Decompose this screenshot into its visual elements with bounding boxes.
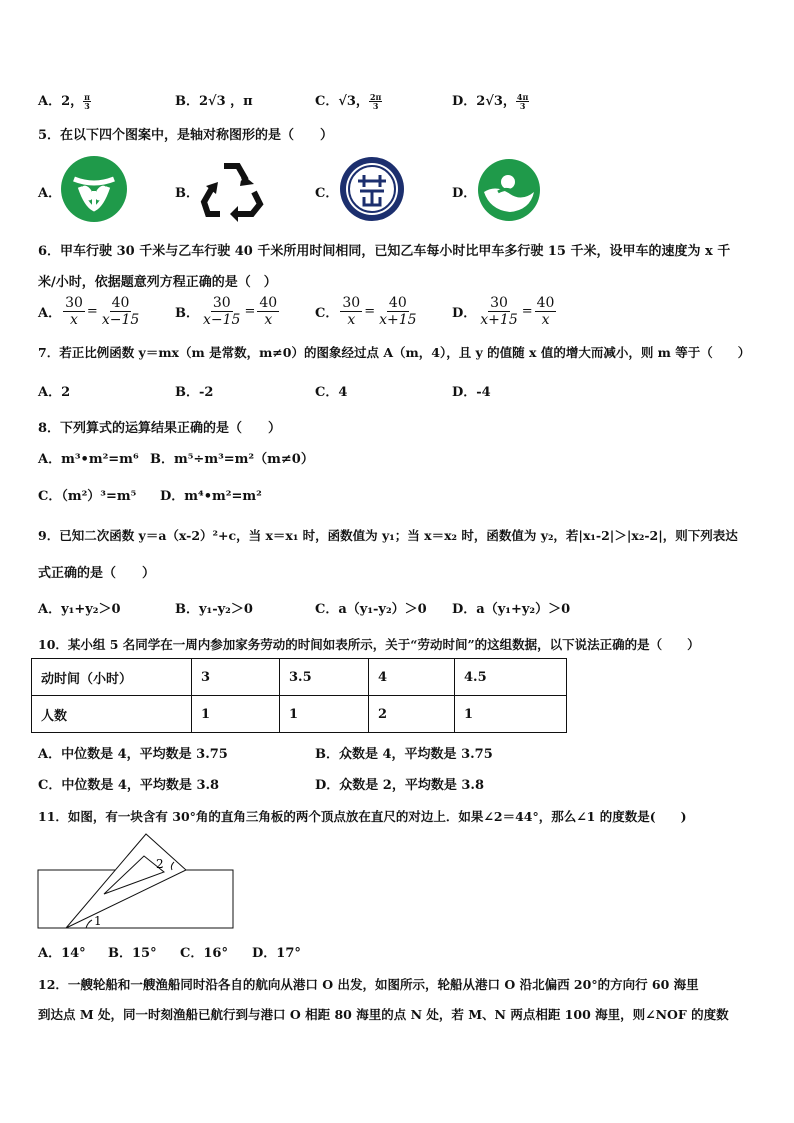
q4-option-c: C．√3， $\frac{2\pi}{3}$ [315, 92, 382, 111]
table-cell: 1 [280, 696, 369, 733]
q5-label-c: C． [315, 186, 339, 201]
q9-stem-line2: 式正确的是（ ） [38, 566, 156, 581]
q8-option-c: C．（m²）³=m⁵ [38, 489, 137, 504]
q12-stem-line1: 12．一艘轮船和一艘渔船同时沿各自的航向从港口 O 出发，如图所示，轮船从港口 O 沿北偏西 20°的方向行 60 海里 [38, 977, 699, 992]
q8-option-b: B．m⁵÷m³=m²（m≠0） [150, 452, 314, 467]
q11-option-d: D．17° [252, 946, 301, 961]
q4-option-b: B．2√3 ，π [175, 94, 253, 109]
q6-option-a: A． $\frac{30}{x}$ = $\frac{40}{x-15}$ [38, 295, 140, 328]
table-row [32, 659, 567, 696]
q5-label-b: B． [175, 186, 199, 201]
q4-option-d-fraction: $\frac{4\pi}{3}$ [516, 92, 529, 111]
table-cell: 3 [192, 659, 280, 696]
q7-option-d: D．-4 [452, 385, 491, 400]
q11-stem: 11．如图，有一块含有 30°角的直角三角板的两个顶点放在直尺的对边上．如果∠2＝44°，那么∠1 的度数是( ) [38, 809, 687, 824]
table-row [32, 696, 567, 733]
q7-option-c: C．4 [315, 385, 348, 400]
q8-stem: 8．下列算式的运算结果正确的是（ ） [38, 421, 282, 436]
green-droplet-logo-icon [476, 158, 542, 222]
q9-stem-line1: 9．已知二次函数 y＝a（x-2）²+c，当 x＝x₁ 时，函数值为 y₁；当 x＝x₂ 时，函数值为 y₂，若|x₁-2|＞|x₂-2|，则下列表达 [38, 528, 738, 543]
q4-option-a: A．2， $\frac{\pi}{3}$ [38, 92, 90, 111]
q8-option-d: D．m⁴•m²=m² [160, 489, 262, 504]
q10-option-b: B．众数是 4，平均数是 3.75 [315, 747, 493, 762]
ruler-triangle-diagram [36, 830, 238, 932]
q5-label-d: D． [452, 186, 477, 201]
table-cell: 1 [192, 696, 280, 733]
q11-option-c: C．16° [180, 946, 228, 961]
q10-stem: 10．某小组 5 名同学在一周内参加家务劳动的时间如表所示，关于“劳动时间”的这组数据，以下说法正确的是（ ） [38, 637, 700, 652]
q6-stem-line2: 米/小时，依据题意列方程正确的是（ ） [38, 275, 277, 290]
table-cell: 3.5 [280, 659, 369, 696]
circular-emblem-icon [338, 155, 406, 223]
table-cell: 4 [369, 659, 455, 696]
q9-option-a: A．y₁+y₂＞0 [38, 602, 121, 617]
table-cell: 4.5 [455, 659, 567, 696]
q6-option-b: B． $\frac{30}{x-15}$ = $\frac{40}{x}$ [175, 295, 278, 328]
q4-option-c-fraction: $\frac{2\pi}{3}$ [369, 92, 382, 111]
green-logo-icon [60, 155, 128, 223]
angle-2-label: 2 [156, 857, 164, 871]
q9-option-b: B．y₁-y₂＞0 [175, 602, 253, 617]
q5-stem: 5．在以下四个图案中，是轴对称图形的是（ ） [38, 128, 334, 143]
q10-data-table [31, 658, 567, 733]
q10-option-c: C．中位数是 4，平均数是 3.8 [38, 778, 220, 793]
q10-option-a: A．中位数是 4，平均数是 3.75 [38, 747, 228, 762]
q12-stem-line2: 到达点 M 处，同一时刻渔船已航行到与港口 O 相距 80 海里的点 N 处，若 M、N 两点相距 100 海里，则∠NOF 的度数 [38, 1007, 729, 1022]
recycle-icon [198, 156, 266, 222]
q9-option-c: C．a（y₁-y₂）＞0 [315, 602, 427, 617]
angle-1-label: 1 [94, 914, 102, 928]
q7-option-a: A．2 [38, 385, 71, 400]
q11-option-a: A．14° [38, 946, 86, 961]
q5-label-a: A． [38, 186, 62, 201]
q6-stem-line1: 6．甲车行驶 30 千米与乙车行驶 40 千米所用时间相同，已知乙车每小时比甲车多行驶 15 千米，设甲车的速度为 x 千 [38, 244, 731, 259]
q6-option-d: D． $\frac{30}{x+15}$ = $\frac{40}{x}$ [452, 295, 555, 328]
q4-option-d: D．2√3， $\frac{4\pi}{3}$ [452, 92, 529, 111]
q4-option-a-fraction: $\frac{\pi}{3}$ [84, 92, 90, 111]
q11-option-b: B．15° [108, 946, 157, 961]
q7-option-b: B．-2 [175, 385, 214, 400]
table-row-label: 人数 [32, 696, 192, 733]
q9-option-d: D．a（y₁+y₂）＞0 [452, 602, 571, 617]
table-cell: 1 [455, 696, 567, 733]
table-header-label: 动时间（小时） [32, 659, 192, 696]
table-cell: 2 [369, 696, 455, 733]
q10-option-d: D．众数是 2，平均数是 3.8 [315, 778, 484, 793]
q8-option-a: A．m³•m²=m⁶ [38, 452, 139, 467]
q7-stem: 7．若正比例函数 y＝mx（m 是常数，m≠0）的图象经过点 A（m，4），且 y 的值随 x 值的增大而减小，则 m 等于（ ） [38, 345, 751, 360]
q6-option-c: C． $\frac{30}{x}$ = $\frac{40}{x+15}$ [315, 295, 417, 328]
